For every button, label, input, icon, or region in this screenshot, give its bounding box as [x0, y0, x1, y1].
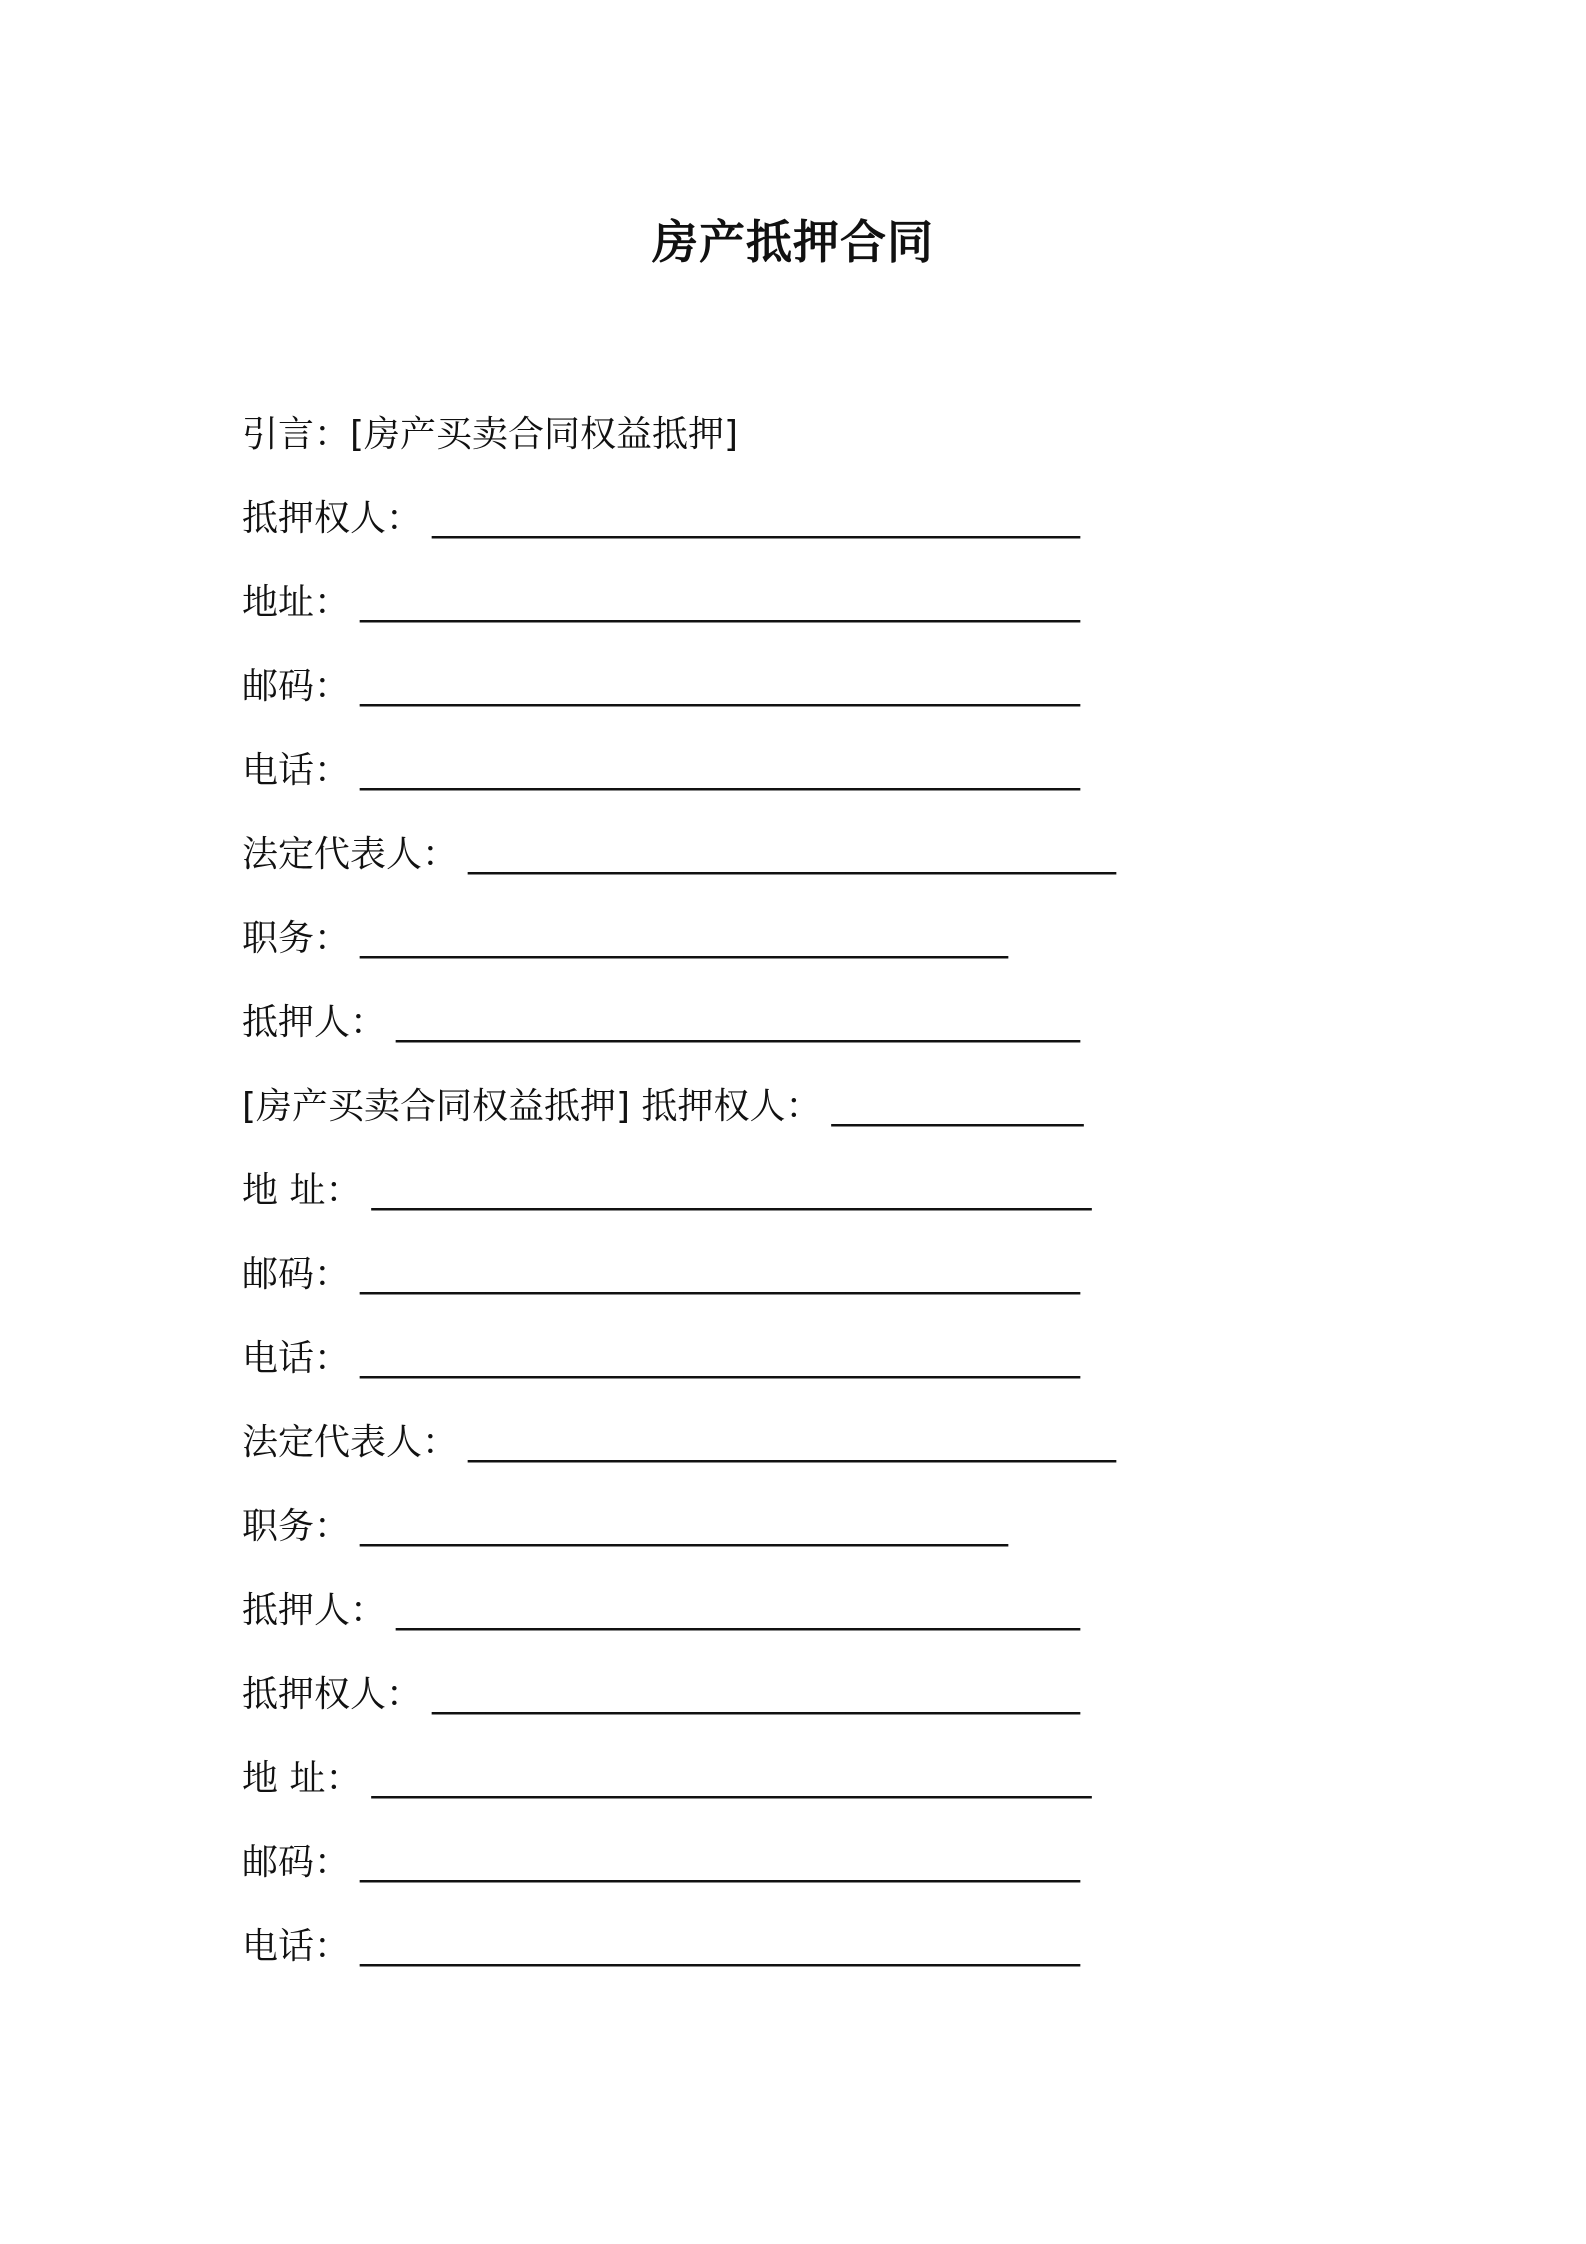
- line-label: 法定代表人：: [242, 1422, 459, 1463]
- form-line-position: [242, 1497, 1442, 1581]
- fill-in-blank[interactable]: ______________: [831, 1086, 1084, 1127]
- line-label: 抵押人：: [242, 1002, 387, 1043]
- line-label: 抵押权人：: [242, 1674, 423, 1715]
- form-line-postcode: [242, 657, 1442, 741]
- form-line-phone: [242, 1329, 1442, 1413]
- line-label: 抵押权人：: [242, 498, 423, 539]
- form-line-phone: [242, 1917, 1442, 2001]
- line-label: 电话：: [242, 1926, 351, 1967]
- document-title: 房产抵押合同: [652, 215, 934, 269]
- fill-in-blank[interactable]: ____________________________________: [468, 1422, 1117, 1463]
- form-line-position: [242, 909, 1442, 993]
- line-label: 地址：: [242, 582, 351, 623]
- fill-in-blank[interactable]: ____________________________________: [360, 918, 1009, 959]
- intro-line: [242, 405, 1442, 489]
- fill-in-blank[interactable]: ______________________________________: [396, 1002, 1081, 1043]
- fill-in-blank[interactable]: ____________________________________: [360, 1506, 1009, 1547]
- fill-in-blank[interactable]: ________________________________________: [360, 666, 1081, 707]
- form-line-phone: [242, 741, 1442, 825]
- fill-in-blank[interactable]: ________________________________________: [371, 1758, 1092, 1799]
- fill-in-blank[interactable]: ______________________________________: [396, 1590, 1081, 1631]
- form-line-legal-rep: [242, 1413, 1442, 1497]
- fill-in-blank[interactable]: ____________________________________: [432, 1674, 1081, 1715]
- line-label: 邮码：: [242, 666, 351, 707]
- intro-label: 引言：[房产买卖合同权益抵押]: [242, 414, 739, 455]
- form-lines: [242, 405, 1442, 2001]
- fill-in-blank[interactable]: ________________________________________: [360, 750, 1081, 791]
- fill-in-blank[interactable]: ________________________________________: [360, 1926, 1081, 1967]
- line-label: 邮码：: [242, 1254, 351, 1295]
- line-label: 电话：: [242, 750, 351, 791]
- form-line-section-mortgagee: [242, 1077, 1442, 1161]
- form-line-address: [242, 1749, 1442, 1833]
- form-line-mortgagor: [242, 993, 1442, 1077]
- fill-in-blank[interactable]: ________________________________________: [360, 582, 1081, 623]
- form-line-mortgagor: [242, 1581, 1442, 1665]
- line-label: 职务：: [242, 1506, 351, 1547]
- line-label: 地 址：: [242, 1170, 362, 1211]
- line-label: 法定代表人：: [242, 834, 459, 875]
- form-line-address: [242, 1161, 1442, 1245]
- form-line-postcode: [242, 1245, 1442, 1329]
- line-label: 电话：: [242, 1338, 351, 1379]
- line-label: [房产买卖合同权益抵押] 抵押权人：: [242, 1086, 822, 1127]
- fill-in-blank[interactable]: ____________________________________: [468, 834, 1117, 875]
- fill-in-blank[interactable]: ________________________________________: [360, 1338, 1081, 1379]
- form-line-mortgagee: [242, 1665, 1442, 1749]
- line-label: 职务：: [242, 918, 351, 959]
- fill-in-blank[interactable]: ________________________________________: [360, 1254, 1081, 1295]
- fill-in-blank[interactable]: ________________________________________: [371, 1170, 1092, 1211]
- form-line-mortgagee: [242, 489, 1442, 573]
- line-label: 地 址：: [242, 1758, 362, 1799]
- form-line-postcode: [242, 1833, 1442, 1917]
- line-label: 邮码：: [242, 1842, 351, 1883]
- fill-in-blank[interactable]: ____________________________________: [432, 498, 1081, 539]
- form-line-address: [242, 573, 1442, 657]
- form-line-legal-rep: [242, 825, 1442, 909]
- line-label: 抵押人：: [242, 1590, 387, 1631]
- fill-in-blank[interactable]: ________________________________________: [360, 1842, 1081, 1883]
